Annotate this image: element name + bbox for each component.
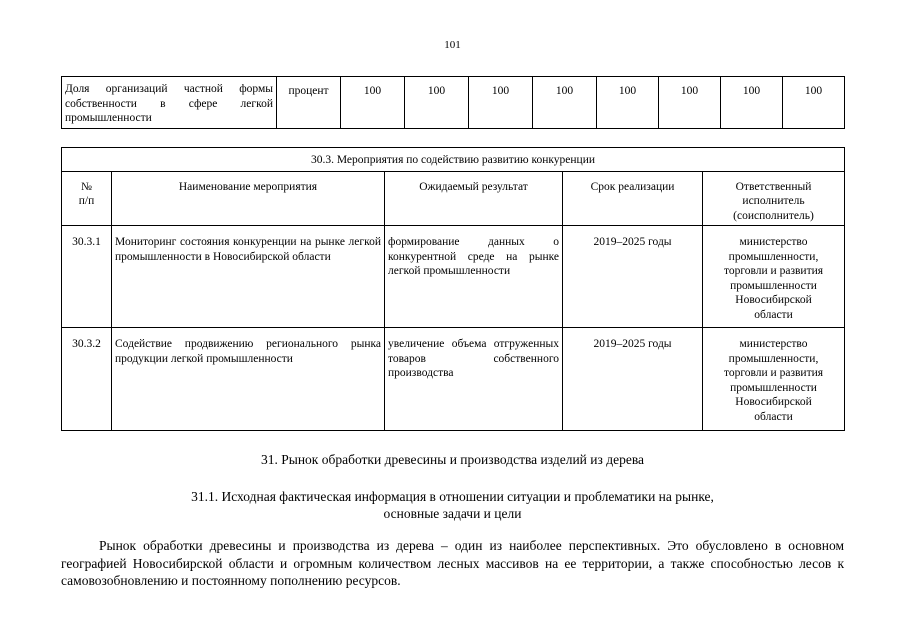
value-cell: 100 [533,77,597,129]
responsible-line: области [754,308,793,321]
value-cell: 100 [783,77,845,129]
row-period: 2019–2025 годы [563,328,703,431]
section-title: 30.3. Мероприятия по содействию развитию конкуренции [62,148,845,172]
indicator-line: Доля организаций частной формы [65,83,273,95]
responsible-line: министерство [739,338,808,350]
table-row [62,226,845,328]
header-text: Ответственный [735,180,812,193]
header-responsible [703,171,845,226]
header-num [62,171,112,226]
header-text: исполнитель [742,195,805,207]
indicator-name [62,77,277,129]
header-row [62,171,845,226]
row-responsible [703,328,845,431]
unit-cell: процент [277,77,341,129]
row-num: 30.3.2 [62,328,112,431]
table-row [62,328,845,431]
row-name: Мониторинг состояния конкуренции на рынке легкой промышленности в Новосибирской области [112,226,385,328]
responsible-line: промышленности [730,381,817,394]
value-cell: 100 [659,77,721,129]
value-cell: 100 [341,77,405,129]
header-result: Ожидаемый результат [385,171,563,226]
value-cell: 100 [405,77,469,129]
table-row [62,148,845,172]
page-number: 101 [444,39,461,51]
section-heading: 31. Рынок обработки древесины и производства изделий из дерева [260,452,645,467]
row-name: Содействие продвижению регионального рынка продукции легкой промышленности [112,328,385,431]
header-text: (соисполнитель) [733,209,814,222]
table-row [62,77,845,129]
subsection-heading [0,488,905,522]
header-period: Срок реализации [563,171,703,226]
responsible-line: торговли и развития [723,265,824,277]
responsible-line: области [754,410,793,423]
responsible-line: Новосибирской [735,396,812,408]
responsible-line: Новосибирской [735,294,812,306]
row-responsible [703,226,845,328]
value-cell: 100 [721,77,783,129]
measures-table [61,147,845,431]
indicator-table [61,76,845,129]
responsible-line: министерство [739,236,808,248]
responsible-line: промышленности [730,279,817,292]
row-period: 2019–2025 годы [563,226,703,328]
subsection-heading-line: 31.1. Исходная фактическая информация в отношении ситуации и проблематики на рынке, [191,489,714,504]
row-result: формирование данных о конкурентной среде на рынке легкой промышленности [385,226,563,328]
responsible-line: промышленности, [728,250,819,263]
value-cell: 100 [597,77,659,129]
responsible-line: промышленности, [728,352,819,365]
subsection-heading-line: основные задачи и цели [383,506,522,521]
header-text: № [81,180,92,193]
row-num: 30.3.1 [62,226,112,328]
value-cell: 100 [469,77,533,129]
body-paragraph: Рынок обработки древесины и производства из дерева – один из наиболее перспективных. Это обусловлено в основном географией Новосибирской области и огромным количеством лесных массивов на ее территории, а также способностью лесов к самовозобновлению и постоянному пополнению ресурсов. [61,538,844,588]
row-result: увеличение объема отгруженных товаров собственного производства [385,328,563,431]
indicator-line: собственности в сфере легкой [65,97,273,110]
indicator-line: промышленности [65,112,152,124]
responsible-line: торговли и развития [723,367,824,379]
header-name: Наименование мероприятия [112,171,385,226]
header-text: п/п [78,195,95,207]
